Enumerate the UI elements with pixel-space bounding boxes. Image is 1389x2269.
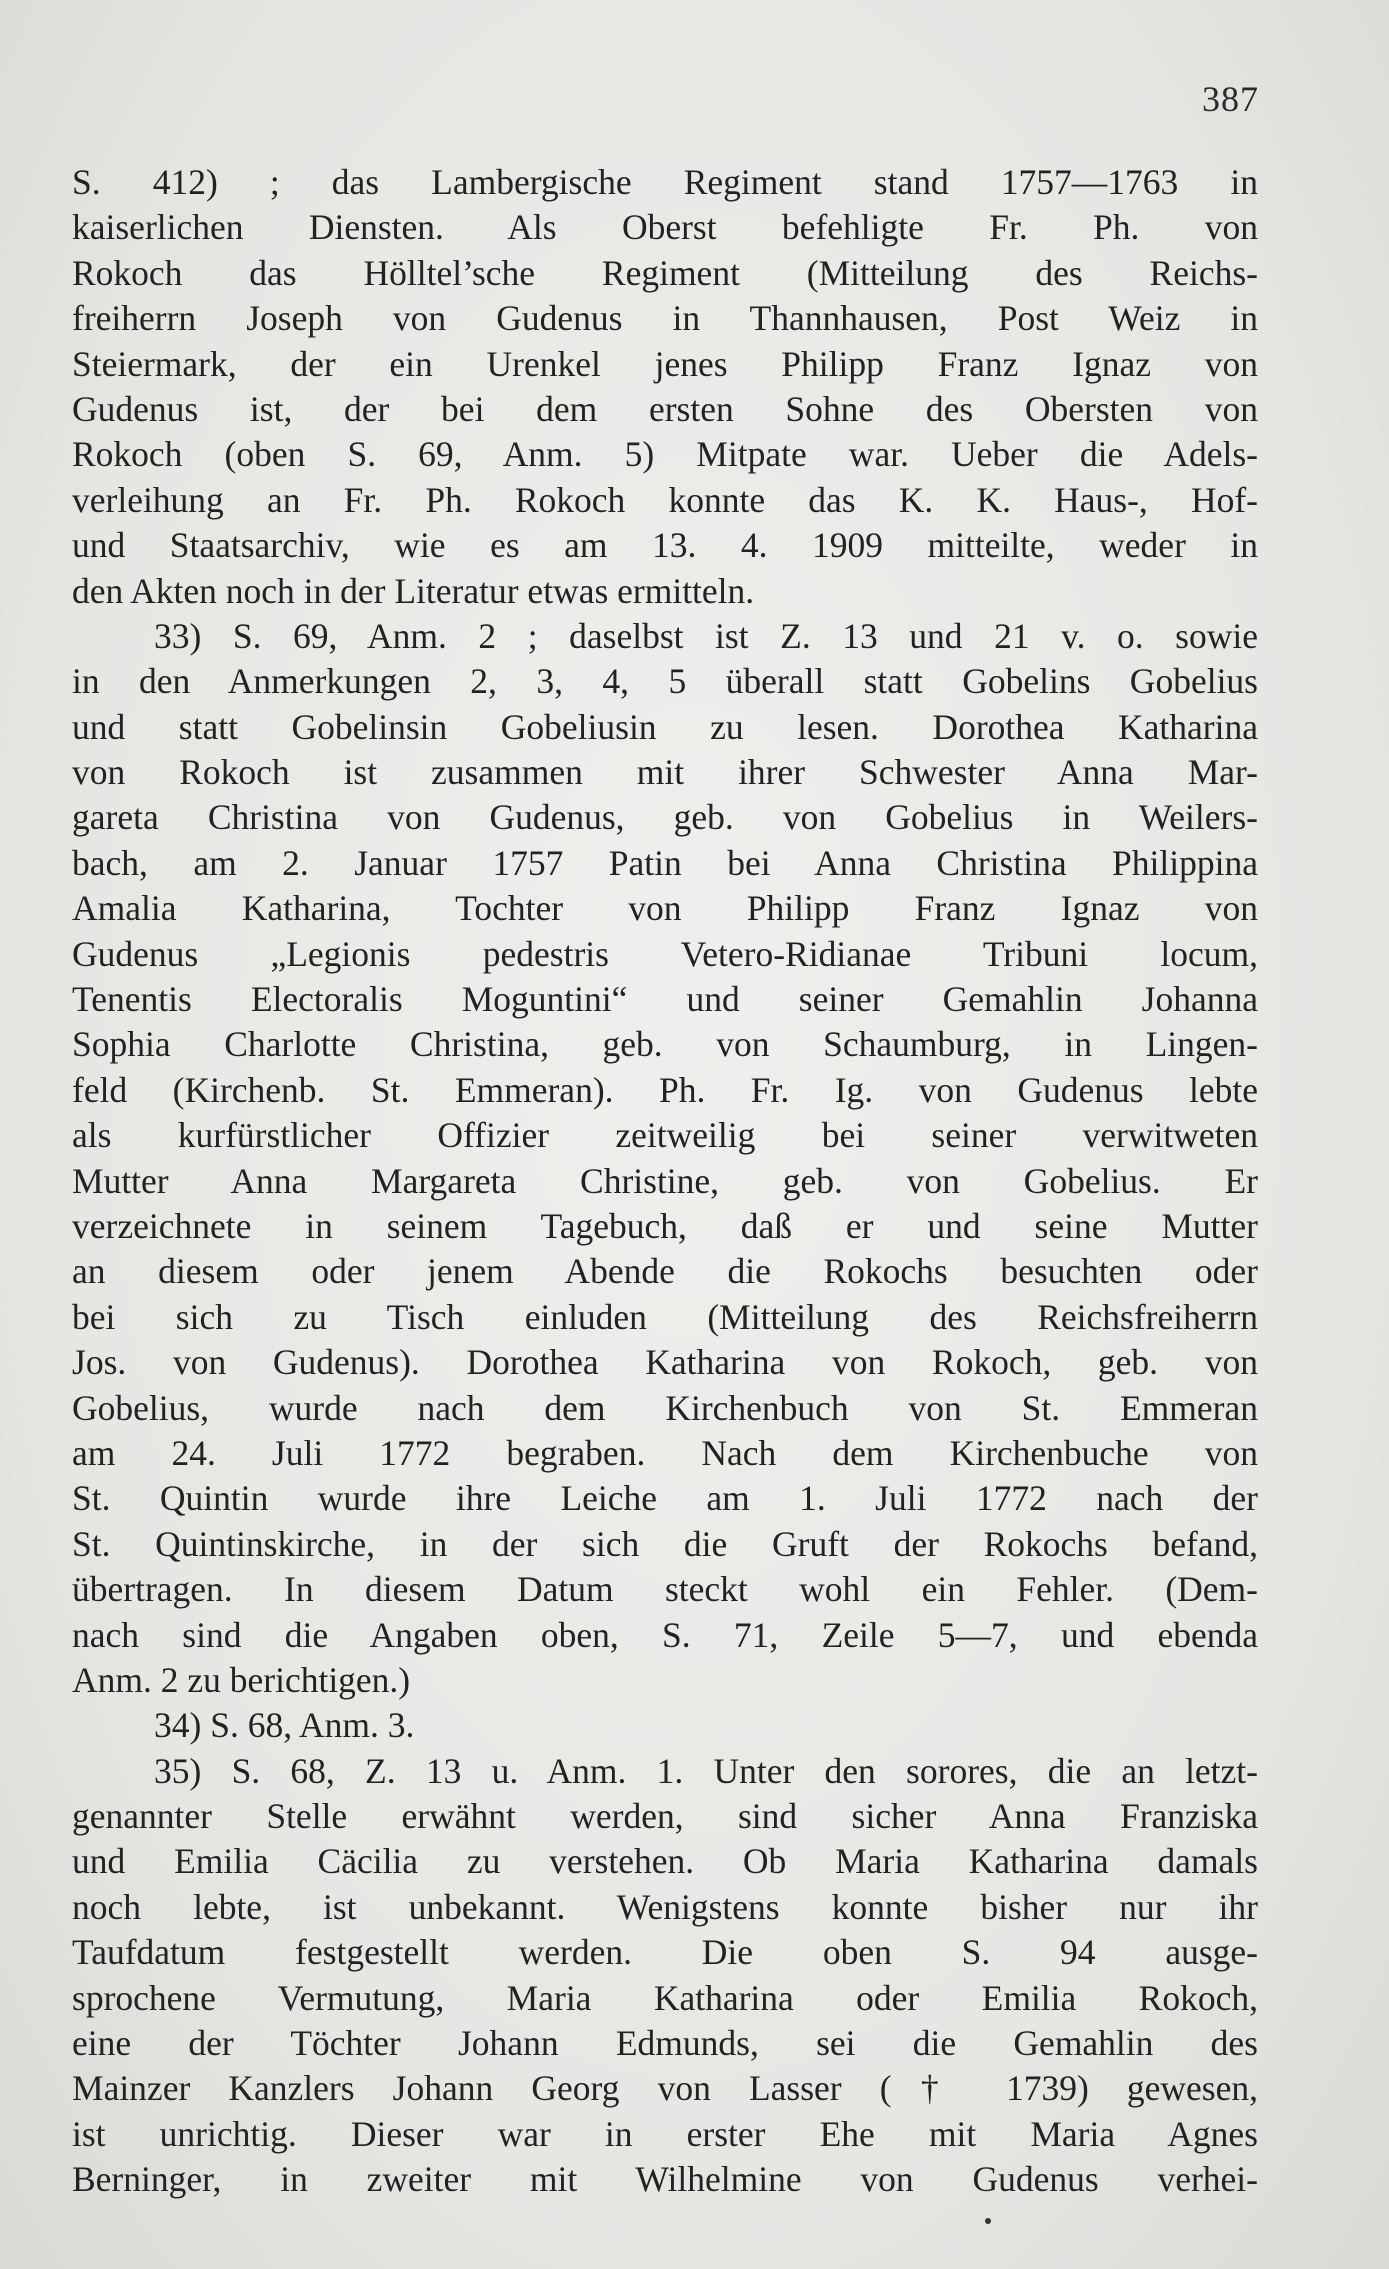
text-line: Berninger, in zweiter mit Wilhelmine von Gudenus verhei-	[72, 2159, 1258, 2200]
text-line: von Rokoch ist zusammen mit ihrer Schwester Anna Mar-	[72, 752, 1258, 793]
text-line: genannter Stelle erwähnt werden, sind sicher Anna Franziska	[72, 1796, 1258, 1837]
text-line: 34) S. 68, Anm. 3.	[154, 1705, 415, 1746]
text-line: Rokoch das Hölltel’sche Regiment (Mitteilung des Reichs-	[72, 252, 1258, 293]
text-line: feld (Kirchenb. St. Emmeran). Ph. Fr. Ig. von Gudenus lebte	[72, 1069, 1258, 1110]
text-line: Gudenus „Legionis pedestris Vetero-Ridianae Tribuni locum,	[72, 933, 1258, 974]
text-line: als kurfürstlicher Offizier zeitweilig bei seiner verwitweten	[72, 1115, 1258, 1156]
text-line: verleihung an Fr. Ph. Rokoch konnte das K. K. Haus-, Hof-	[72, 479, 1258, 520]
text-line: Amalia Katharina, Tochter von Philipp Franz Ignaz von	[72, 888, 1258, 929]
text-line: 35) S. 68, Z. 13 u. Anm. 1. Unter den sorores, die an letzt-	[154, 1750, 1258, 1791]
text-line: verzeichnete in seinem Tagebuch, daß er und seine Mutter	[72, 1205, 1258, 1246]
text-line: Jos. von Gudenus). Dorothea Katharina von Rokoch, geb. von	[72, 1342, 1258, 1383]
text-line: nach sind die Angaben oben, S. 71, Zeile 5—7, und ebenda	[72, 1614, 1258, 1655]
text-line: bach, am 2. Januar 1757 Patin bei Anna Christina Philippina	[72, 842, 1258, 883]
text-line: und statt Gobelinsin Gobeliusin zu lesen. Dorothea Katharina	[72, 706, 1258, 747]
text-line: Tenentis Electoralis Moguntini“ und seiner Gemahlin Johanna	[72, 979, 1258, 1020]
text-line: 33) S. 69, Anm. 2 ; daselbst ist Z. 13 und 21 v. o. sowie	[154, 615, 1258, 656]
text-line: in den Anmerkungen 2, 3, 4, 5 überall statt Gobelins Gobelius	[72, 661, 1258, 702]
text-line: Taufdatum festgestellt werden. Die oben S. 94 ausge-	[72, 1932, 1258, 1973]
text-line: Gobelius, wurde nach dem Kirchenbuch von St. Emmeran	[72, 1387, 1258, 1428]
text-line: Sophia Charlotte Christina, geb. von Schaumburg, in Lingen-	[72, 1024, 1258, 1065]
text-line: eine der Töchter Johann Edmunds, sei die Gemahlin des	[72, 2023, 1258, 2064]
text-line: am 24. Juli 1772 begraben. Nach dem Kirchenbuche von	[72, 1432, 1258, 1473]
text-line: freiherrn Joseph von Gudenus in Thannhausen, Post Weiz in	[72, 298, 1258, 339]
text-line: übertragen. In diesem Datum steckt wohl ein Fehler. (Dem-	[72, 1569, 1258, 1610]
print-speck	[985, 2218, 991, 2224]
text-line: Anm. 2 zu berichtigen.)	[72, 1659, 411, 1700]
text-line: S. 412) ; das Lambergische Regiment stand 1757—1763 in	[72, 162, 1258, 202]
text-line: und Emilia Cäcilia zu verstehen. Ob Maria Katharina damals	[72, 1841, 1258, 1882]
text-line: an diesem oder jenem Abende die Rokochs besuchten oder	[72, 1251, 1258, 1292]
text-line: noch lebte, ist unbekannt. Wenigstens konnte bisher nur ihr	[72, 1886, 1258, 1927]
body-text	[72, 160, 1258, 2203]
text-line: Steiermark, der ein Urenkel jenes Philipp Franz Ignaz von	[72, 343, 1258, 384]
text-line: gareta Christina von Gudenus, geb. von Gobelius in Weilers-	[72, 797, 1258, 838]
text-line: St. Quintinskirche, in der sich die Gruft der Rokochs befand,	[72, 1523, 1258, 1564]
text-line: St. Quintin wurde ihre Leiche am 1. Juli 1772 nach der	[72, 1478, 1258, 1519]
text-line: Gudenus ist, der bei dem ersten Sohne des Obersten von	[72, 388, 1258, 429]
text-line: Mutter Anna Margareta Christine, geb. von Gobelius. Er	[72, 1160, 1258, 1201]
text-line: den Akten noch in der Literatur etwas ermitteln.	[72, 570, 755, 611]
text-line: Mainzer Kanzlers Johann Georg von Lasser († 1739) gewesen,	[72, 2068, 1258, 2109]
text-line: kaiserlichen Diensten. Als Oberst befehligte Fr. Ph. von	[72, 207, 1258, 248]
text-line: sprochene Vermutung, Maria Katharina oder Emilia Rokoch,	[72, 1977, 1258, 2018]
text-line: Rokoch (oben S. 69, Anm. 5) Mitpate war. Ueber die Adels-	[72, 434, 1258, 475]
text-line: bei sich zu Tisch einluden (Mitteilung des Reichsfreiherrn	[72, 1296, 1258, 1337]
text-line: ist unrichtig. Dieser war in erster Ehe mit Maria Agnes	[72, 2113, 1258, 2154]
text-line: und Staatsarchiv, wie es am 13. 4. 1909 mitteilte, weder in	[72, 525, 1258, 566]
page-number: 387	[1202, 79, 1259, 119]
